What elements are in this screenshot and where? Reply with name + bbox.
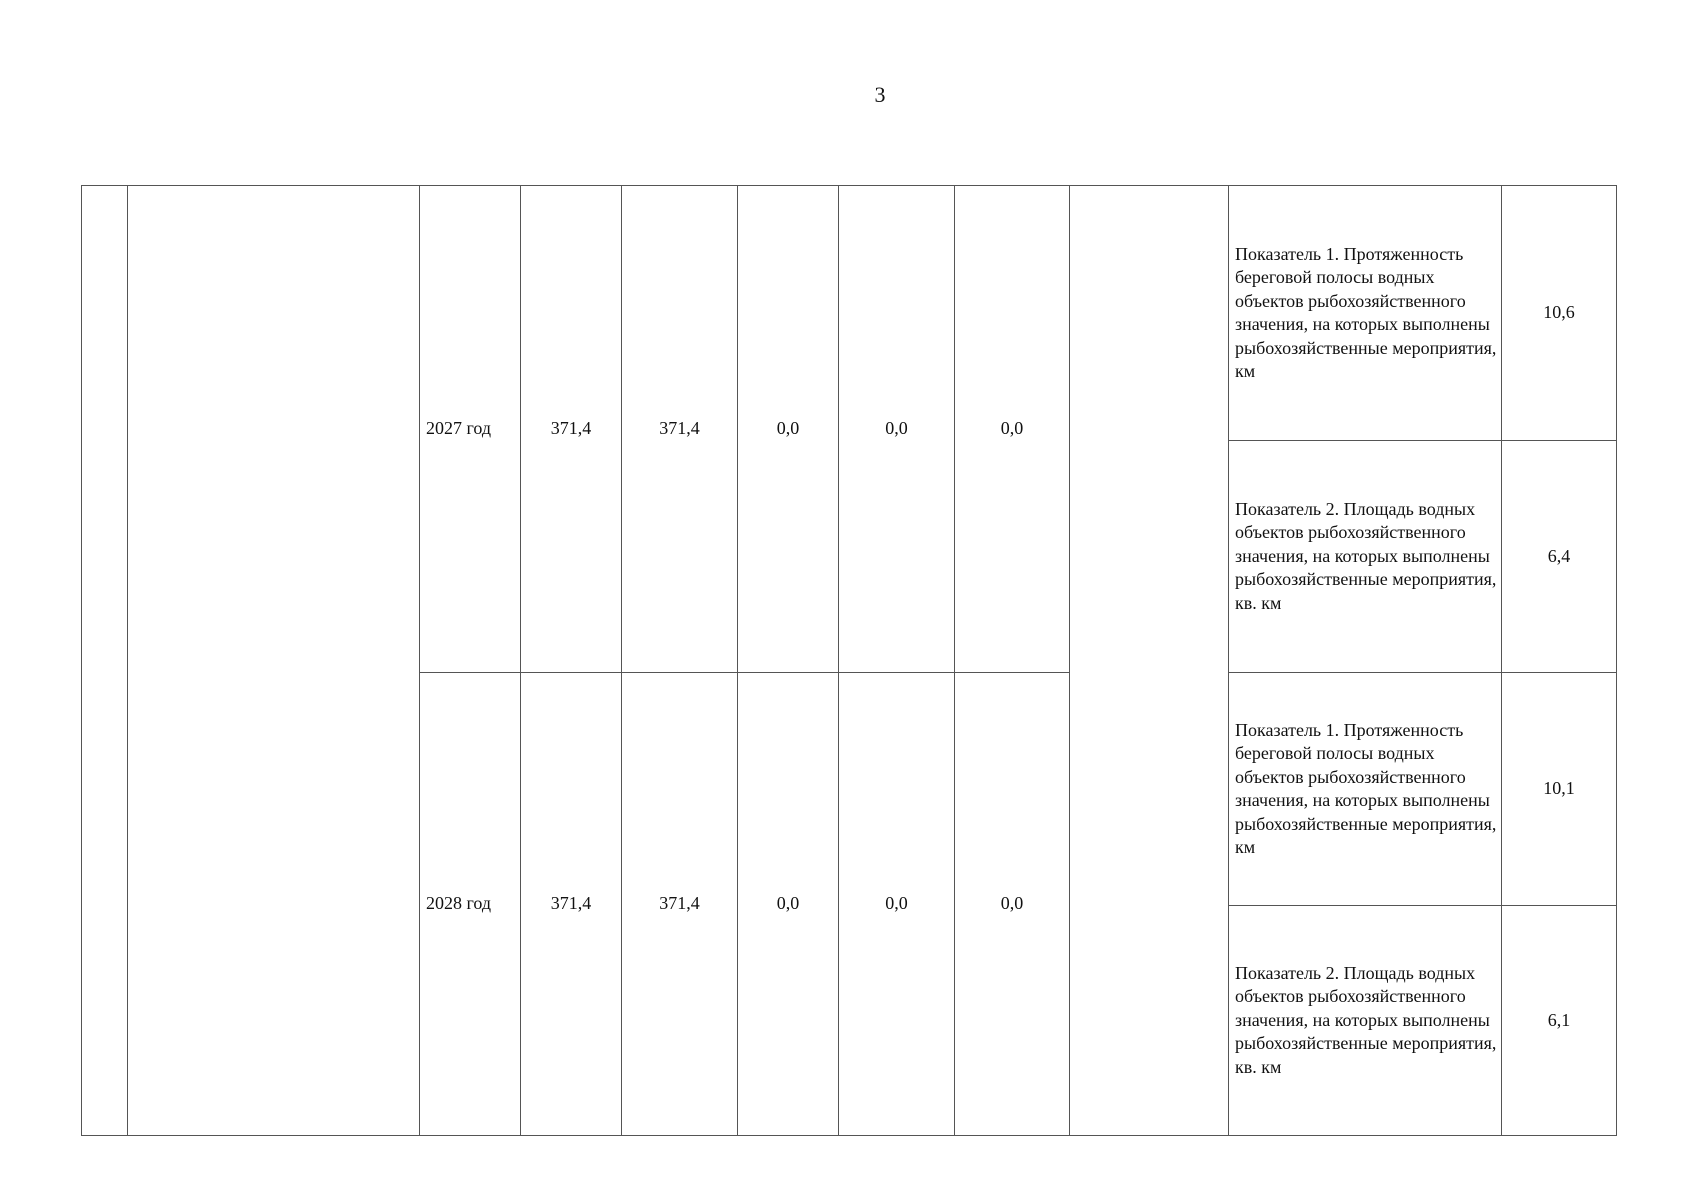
funding-source-cell: 0,0: [738, 186, 839, 673]
indicator-name-cell: [1229, 441, 1502, 673]
indicator-name-cell: [1229, 906, 1502, 1136]
indicator-text: Показатель 1. Протяженность береговой полосы водных объектов рыбохозяйственного значения, на которых выполнены рыбохозяйственные мероприятия, км: [1235, 719, 1497, 857]
table-row: [82, 186, 1617, 441]
indicator-value-cell: 10,6: [1502, 186, 1617, 441]
funding-source-cell: 0,0: [955, 673, 1070, 1136]
total-funding-cell: 371,4: [521, 186, 622, 673]
total-funding-cell: 371,4: [521, 673, 622, 1136]
indicator-value-cell: 6,4: [1502, 441, 1617, 673]
funding-source-cell: 0,0: [955, 186, 1070, 673]
executor-cell: [1070, 186, 1229, 1136]
year-cell: 2028 год: [420, 673, 521, 1136]
row-number-cell: [82, 186, 128, 1136]
funding-source-cell: 371,4: [622, 186, 738, 673]
indicator-text: Показатель 2. Площадь водных объектов рыбохозяйственного значения, на которых выполнены рыбохозяйственные мероприятия, кв. км: [1235, 498, 1497, 613]
indicator-text: Показатель 2. Площадь водных объектов рыбохозяйственного значения, на которых выполнены рыбохозяйственные мероприятия, кв. км: [1235, 962, 1497, 1077]
indicator-value-cell: 10,1: [1502, 673, 1617, 906]
indicator-name-cell: [1229, 673, 1502, 906]
funding-table: [81, 185, 1617, 1136]
indicator-name-cell: [1229, 186, 1502, 441]
indicator-value-cell: 6,1: [1502, 906, 1617, 1136]
funding-source-cell: 0,0: [839, 186, 955, 673]
indicator-text: Показатель 1. Протяженность береговой полосы водных объектов рыбохозяйственного значения, на которых выполнены рыбохозяйственные мероприятия, км: [1235, 243, 1497, 381]
year-cell: 2027 год: [420, 186, 521, 673]
funding-source-cell: 0,0: [839, 673, 955, 1136]
funding-source-cell: 0,0: [738, 673, 839, 1136]
page-number: 3: [874, 82, 886, 107]
measure-name-cell: [128, 186, 420, 1136]
funding-source-cell: 371,4: [622, 673, 738, 1136]
